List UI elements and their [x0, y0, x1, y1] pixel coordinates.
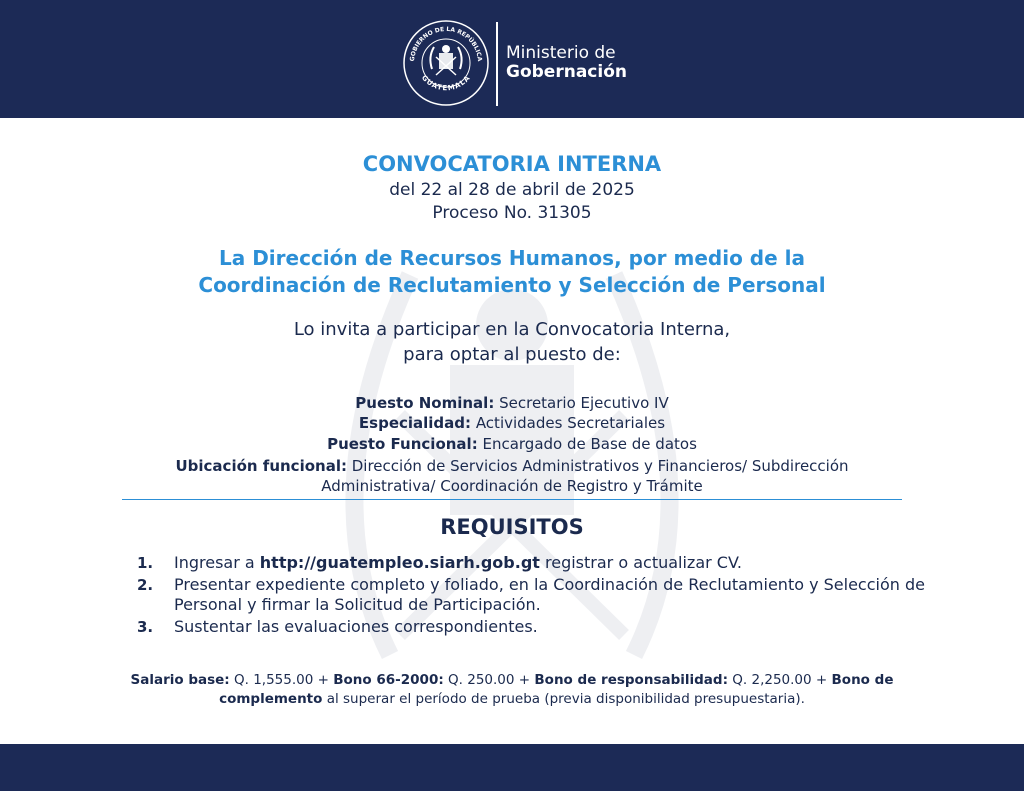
functional-position-label: Puesto Funcional:	[327, 435, 478, 453]
requirements-title: REQUISITOS	[440, 515, 584, 539]
functional-location	[0, 457, 1024, 475]
process-number: Proceso No. 31305	[432, 203, 592, 223]
nominal-position	[0, 394, 1024, 412]
bono-66-value: Q. 250.00 +	[443, 672, 535, 688]
functional-location-label: Ubicación funcional:	[175, 457, 347, 475]
logo-divider	[496, 22, 498, 106]
seal-text-bottom: GUATEMALA	[419, 73, 473, 93]
requirement-item	[137, 575, 937, 615]
specialty	[0, 414, 1024, 432]
requirement-item	[137, 553, 937, 573]
bono-complemento-label: Bono de complemento	[219, 672, 894, 707]
requirement-number: 3.	[137, 618, 154, 636]
svg-text:GUATEMALA	[420, 74, 472, 93]
announcement-title: CONVOCATORIA INTERNA	[362, 152, 662, 176]
bono-complemento-value: al superar el período de prueba (previa disponibilidad presupuestaria).	[322, 691, 805, 707]
requirement-number: 1.	[137, 554, 154, 572]
salary-info	[100, 671, 924, 709]
salary-base-value: Q. 1,555.00 +	[229, 672, 334, 688]
ministry-name-line1: Ministerio de	[506, 43, 616, 63]
nominal-position-label: Puesto Nominal:	[355, 394, 495, 412]
salary-base-label: Salario base:	[130, 672, 230, 688]
subtitle-line2: Coordinación de Reclutamiento y Selección de Personal	[198, 273, 826, 297]
seal-text-top: GOBIERNO DE LA REPÚBLICA	[408, 25, 484, 62]
specialty-label: Especialidad:	[358, 414, 472, 432]
announcement-dates: del 22 al 28 de abril de 2025	[389, 180, 635, 200]
requirement-text: Presentar expediente completo y foliado, en la Coordinación de Reclutamiento y Selección de Personal y firmar la Solicitud de Participación.	[174, 575, 925, 614]
section-divider	[122, 499, 902, 500]
requirement-number: 2.	[137, 576, 154, 594]
functional-position	[0, 435, 1024, 453]
requirement-item	[137, 617, 937, 637]
invite-line1: Lo invita a participar en la Convocatoria Interna,	[293, 319, 731, 340]
requirement-text-pre: Ingresar a	[174, 553, 260, 572]
invite-line2: para optar al puesto de:	[403, 344, 621, 365]
requirement-text: Sustentar las evaluaciones correspondientes.	[174, 617, 538, 636]
bono-responsabilidad-label: Bono de responsabilidad:	[534, 672, 728, 688]
subtitle-line1: La Dirección de Recursos Humanos, por medio de la	[219, 246, 805, 270]
requirement-text-post: registrar o actualizar CV.	[539, 553, 742, 572]
functional-location-line2: Administrativa/ Coordinación de Registro y Trámite	[321, 477, 703, 495]
bono-responsabilidad-value: Q. 2,250.00 +	[727, 672, 832, 688]
guatemala-seal-icon	[402, 19, 490, 107]
guatempleo-link[interactable]: http://guatempleo.siarh.gob.gt	[259, 553, 540, 572]
functional-location-value-line1: Dirección de Servicios Administrativos y Financieros/ Subdirección	[351, 457, 849, 475]
ministry-name-line2: Gobernación	[506, 62, 627, 82]
footer-bar	[0, 744, 1024, 791]
nominal-position-value: Secretario Ejecutivo IV	[499, 394, 669, 412]
bono-66-label: Bono 66-2000:	[333, 672, 444, 688]
functional-position-value: Encargado de Base de datos	[482, 435, 697, 453]
requirements-list	[137, 553, 937, 639]
specialty-value: Actividades Secretariales	[475, 414, 666, 432]
